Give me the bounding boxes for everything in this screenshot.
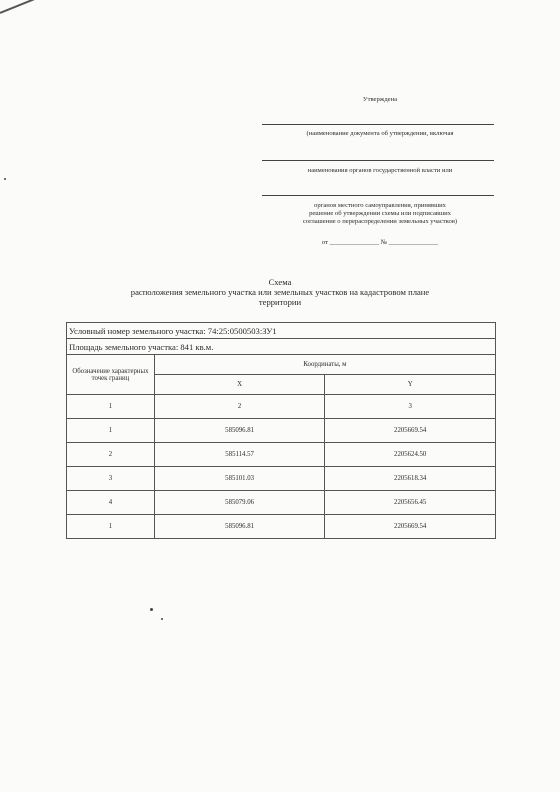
scan-speck [161, 618, 163, 620]
table-row [67, 467, 496, 491]
approval-title: Утверждена [362, 96, 398, 103]
cadastral-number: Условный номер земельного участка: 74:25:0500503:ЗУ1 [67, 323, 496, 339]
approval-caption: решение об утверждении схемы или подписавших [309, 210, 451, 217]
approval-caption: (наименование документа об утверждении, включая [306, 130, 454, 137]
table-row [67, 419, 496, 443]
header-y: Y [325, 375, 496, 395]
column-number: 1 [67, 395, 155, 419]
coord-y: 2205669.54 [325, 515, 496, 539]
coord-x: 585096.81 [154, 515, 325, 539]
heading-line: Схема [268, 277, 292, 287]
approval-line [262, 124, 494, 125]
heading-line: территории [258, 297, 302, 307]
coordinates-table [66, 322, 496, 539]
approval-line [262, 195, 494, 196]
document-heading [60, 277, 500, 307]
approval-caption: наименования органов государственной власти или [307, 167, 453, 174]
header-x: X [154, 375, 325, 395]
heading-line: расположения земельного участка или земельных участков на кадастровом плане [130, 287, 430, 297]
table-row [67, 515, 496, 539]
header-coordinates: Координаты, м [154, 355, 495, 375]
approval-date-line: от _______________ № _______________ [321, 239, 439, 246]
point-id: 1 [67, 419, 155, 443]
approval-caption: соглашение о перераспределении земельных участков) [302, 218, 458, 225]
coord-y: 2205656.45 [325, 491, 496, 515]
approval-caption: органов местного самоуправления, принявших [314, 202, 446, 209]
column-number-row [67, 395, 496, 419]
header-point-designation: Обозначение характерных точек границ [67, 355, 155, 395]
coord-y: 2205624.50 [325, 443, 496, 467]
coord-x: 585114.57 [154, 443, 325, 467]
coord-y: 2205669.54 [325, 419, 496, 443]
table-row [67, 491, 496, 515]
scan-edge-mark [0, 0, 88, 14]
approval-block [255, 110, 505, 260]
scan-speck [150, 608, 153, 611]
point-id: 2 [67, 443, 155, 467]
coord-x: 585096.81 [154, 419, 325, 443]
column-number: 2 [154, 395, 325, 419]
parcel-area: Площадь земельного участка: 841 кв.м. [67, 339, 496, 355]
scan-speck [4, 178, 6, 180]
approval-line [262, 160, 494, 161]
column-number: 3 [325, 395, 496, 419]
point-id: 4 [67, 491, 155, 515]
coord-x: 585079.06 [154, 491, 325, 515]
table-row [67, 443, 496, 467]
point-id: 3 [67, 467, 155, 491]
coord-x: 585101.03 [154, 467, 325, 491]
point-id: 1 [67, 515, 155, 539]
coord-y: 2205618.34 [325, 467, 496, 491]
